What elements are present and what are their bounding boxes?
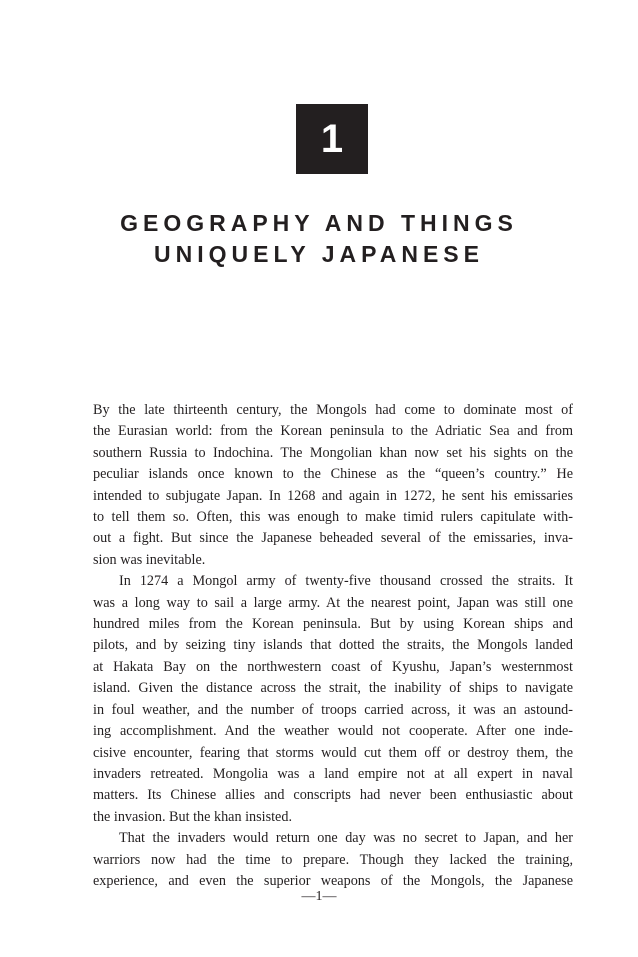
chapter-title xyxy=(40,208,598,270)
chapter-title-line: UNIQUELY JAPANESE xyxy=(154,241,484,267)
text-line: the Eurasian world: from the Korean peninsula to the Adriatic Sea and from xyxy=(93,423,573,440)
text-line: In 1274 a Mongol army of twenty-five thousand crossed the straits. It xyxy=(119,573,573,590)
text-line: matters. Its Chinese allies and conscripts had never been enthusiastic about xyxy=(93,787,573,804)
text-line: cisive encounter, fearing that storms would cut them off or destroy them, the xyxy=(93,744,573,761)
text-line: By the late thirteenth century, the Mongols had come to dominate most of xyxy=(93,402,573,418)
text-line: experience, and even the superior weapons of the Mongols, the Japanese xyxy=(93,872,573,889)
text-line: island. Given the distance across the strait, the inability of ships to navigate xyxy=(93,680,573,697)
text-line: southern Russia to Indochina. The Mongolian khan now set his sights on the xyxy=(93,444,573,461)
text-line: hundred miles from the Korean peninsula. But by using Korean ships and xyxy=(93,616,573,633)
chapter-title-line: GEOGRAPHY AND THINGS xyxy=(120,210,518,236)
text-line: the invasion. But the khan insisted. xyxy=(93,808,292,825)
text-line: invaders retreated. Mongolia was a land empire not at all expert in naval xyxy=(93,765,573,782)
chapter-number-box xyxy=(296,104,368,174)
text-line: out a fight. But since the Japanese beheaded several of the emissaries, inva- xyxy=(93,530,573,547)
text-line: to tell them so. Often, this was enough to make timid rulers capitulate with- xyxy=(93,509,573,526)
text-line: sion was inevitable. xyxy=(93,551,206,568)
text-line: peculiar islands once known to the Chinese as the “queen’s country.” He xyxy=(93,466,573,483)
body-text xyxy=(93,400,573,892)
text-line: at Hakata Bay on the northwestern coast of Kyushu, Japan’s westernmost xyxy=(93,658,573,675)
text-line: intended to subjugate Japan. In 1268 and again in 1272, he sent his emissaries xyxy=(93,487,573,504)
text-line: was a long way to sail a large army. At the nearest point, Japan was still one xyxy=(93,594,573,611)
text-line: warriors now had the time to prepare. Though they lacked the training, xyxy=(93,851,573,868)
text-line: That the invaders would return one day was no secret to Japan, and her xyxy=(119,830,573,847)
page-number: —1— xyxy=(301,889,337,904)
text-line: in foul weather, and the number of troops carried across, it was an astound- xyxy=(93,701,573,718)
text-line: ing accomplishment. And the weather would not cooperate. After one inde- xyxy=(93,723,573,740)
text-line: pilots, and by seizing tiny islands that dotted the straits, the Mongols landed xyxy=(93,637,573,654)
chapter-number: 1 xyxy=(320,117,344,161)
